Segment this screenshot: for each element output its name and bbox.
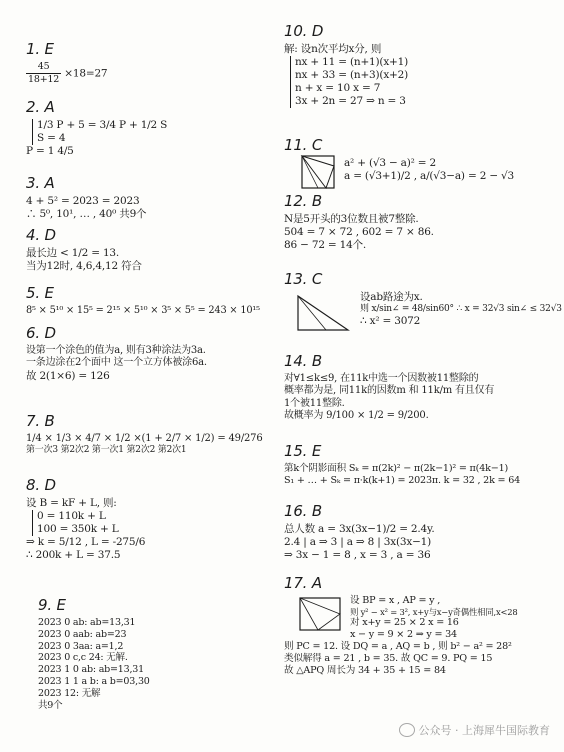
q9-solution [38, 596, 268, 712]
q12-line-1: N是5开头的3位数且被7整除. [284, 212, 419, 225]
q17-line-3: 对 x+y = 25 × 2 x = 16 [350, 617, 459, 629]
q10-line-1: 解: 设n次平均x分, 则 [284, 42, 382, 55]
q14-answer: 14. B [284, 352, 322, 370]
q6-line-2: 一条边涂在2个面中 这一个立方体被涂6a. [26, 357, 207, 369]
q4-line-1: 最长边 < 1/2 = 13. [26, 246, 120, 259]
q15-line-1: 第k个阴影面积 Sₖ = π(2k)² − π(2k−1)² = π(4k−1) [284, 462, 509, 474]
q8-line-1: 设 B = kF + L, 则: [26, 496, 117, 509]
q8-system [32, 510, 256, 536]
q9-line: 2023 0 ab: ab=13,31 [38, 616, 136, 628]
q16-line-1: 总人数 a = 3x(3x−1)/2 = 2.4y. [284, 522, 435, 535]
q14-line-1: 对∀1≤k≤9, 在11k中选一个因数被11整除的 [284, 372, 479, 384]
q5-solution [26, 284, 266, 317]
q10-line-4: n + x = 10 x = 7 [295, 82, 381, 95]
q6-answer: 6. D [26, 324, 56, 342]
q9-line: 2023 12: 无解 [38, 688, 101, 699]
q8-solution [26, 476, 256, 562]
q17-line-4: x − y = 9 × 2 ⇒ y = 34 [350, 629, 457, 641]
q13-line-3: ∴ x² = 3072 [360, 315, 421, 328]
q1-solution [26, 40, 256, 86]
q11-line-2: a = (√3+1)/2 , a/(√3−a) = 2 − √3 [344, 169, 515, 182]
q3-line-1: 4 + 5² = 2023 = 2023 [26, 194, 140, 207]
q17-rectangle-diagram [296, 594, 348, 636]
q10-line-5: 3x + 2n = 27 ⇒ n = 3 [295, 95, 406, 108]
q16-answer: 16. B [284, 502, 322, 520]
q11-line-1: a² + (√3 − a)² = 2 [344, 156, 437, 169]
q8-line-3: 100 = 350k + L [37, 523, 119, 535]
q4-solution [26, 226, 256, 273]
q10-answer: 10. D [284, 22, 324, 40]
q3-line-2: ∴ 5⁰, 10¹, … , 40⁰ 共9个 [26, 207, 147, 220]
q9-line: 2023 0 3aa: a=1,2 [38, 640, 124, 652]
q17-line-5: 则 PC = 12. 设 DQ = a , AQ = b , 则 b² − a² = 28² [284, 641, 512, 653]
q12-line-3: 86 − 72 = 14个. [284, 239, 367, 251]
q16-line-3: ⇒ 3x − 1 = 8 , x = 3 , a = 36 [284, 549, 431, 561]
q10-line-3: nx + 33 = (n+3)(x+2) [295, 69, 409, 81]
watermark [399, 722, 551, 738]
q13-line-1: 设ab路途为x. [360, 290, 423, 303]
q13-line-2: 则 x/sin∠ = 48/sin60° ∴ x = 32√3 sin∠ ≤ 32√3 [360, 303, 562, 314]
q2-line-3: P = 1 4/5 [26, 145, 74, 157]
q10-system-1 [290, 56, 554, 82]
q10-system-2 [290, 82, 554, 108]
q2-line-1: 1/3 P + 5 = 3/4 P + 1/2 S [37, 118, 168, 131]
q16-solution [284, 502, 554, 562]
q5-line-1: 8⁵ × 5¹⁰ × 15⁵ = 2¹⁵ × 5¹⁰ × 3⁵ × 5⁵ = 243 × 10¹⁵ [26, 304, 260, 316]
q15-line-2: S₁ + … + Sₖ = π·k(k+1) = 2023π. k = 32 , 2k = 64 [284, 474, 521, 486]
q1-frac-top: 45 [26, 61, 61, 74]
q9-line: 2023 0 aab: ab=23 [38, 628, 127, 640]
q1-tail: ×18=27 [64, 67, 108, 80]
q6-solution [26, 324, 266, 383]
q11-answer: 11. C [284, 136, 323, 154]
q14-solution [284, 352, 554, 423]
q4-line-2: 当为12时, 4,6,4,12 符合 [26, 259, 142, 272]
q10-line-2: nx + 11 = (n+1)(x+1) [295, 55, 409, 68]
q17-answer: 17. A [284, 574, 322, 592]
q13-triangle-diagram [292, 292, 354, 336]
q2-solution [26, 98, 256, 158]
q2-system [32, 119, 256, 145]
q15-solution [284, 442, 559, 487]
q3-answer: 3. A [26, 174, 55, 192]
q8-line-4: ⇒ k = 5/12 , L = -275/6 [26, 536, 146, 549]
q2-line-2: S = 4 [37, 131, 66, 144]
q7-line-1: 1/4 × 1/3 × 4/7 × 1/2 ×(1 + 2/7 × 1/2) = 49/276 [26, 432, 263, 444]
watermark-text: 公众号 · 上海犀牛国际教育 [418, 724, 550, 737]
q2-answer: 2. A [26, 98, 55, 116]
q8-line-5: ∴ 200k + L = 37.5 [26, 549, 121, 562]
q1-answer: 1. E [26, 40, 54, 58]
q17-line-1: 设 BP = x , AP = y , [350, 594, 441, 606]
q14-line-4: 故概率为 9/100 × 1/2 = 9/200. [284, 410, 429, 422]
q6-line-3: 故 2(1×6) = 126 [26, 369, 110, 382]
q17-line-7: 故 △APQ 周长为 34 + 35 + 15 = 84 [284, 665, 446, 677]
q9-line: 2023 1 1 a b: a b=03,30 [38, 676, 150, 688]
q14-line-3: 1个被11整除. [284, 397, 345, 409]
q9-line: 共9个 [38, 699, 63, 711]
q11-square-diagram [296, 152, 342, 192]
q15-answer: 15. E [284, 442, 322, 460]
q12-solution [284, 192, 554, 252]
q8-line-2: 0 = 110k + L [37, 509, 106, 522]
q7-answer: 7. B [26, 412, 55, 430]
q9-line: 2023 1 0 ab: ab=13,31 [38, 664, 144, 676]
q5-answer: 5. E [26, 284, 54, 302]
q12-line-2: 504 = 7 × 72 , 602 = 7 × 86. [284, 225, 434, 238]
q13-answer: 13. C [284, 270, 323, 288]
q9-line: 2023 0 c,c 24: 无解. [38, 652, 128, 664]
q3-solution [26, 174, 256, 221]
q6-line-1: 设第一个涂色的值为a, 则有3种涂法为3a. [26, 344, 206, 356]
q10-solution [284, 22, 554, 108]
q17-line-6: 类似解得 a = 21 , b = 35. 故 QC = 9. PQ = 15 [284, 653, 493, 665]
q7-solution [26, 412, 266, 457]
q8-answer: 8. D [26, 476, 56, 494]
q12-answer: 12. B [284, 192, 322, 210]
q7-line-2: 第一次3 第2次2 第一次1 第2次2 第2次1 [26, 445, 187, 456]
q16-line-2: 2.4 | a ⇒ 3 | a ⇒ 8 | 3x(3x−1) [284, 535, 432, 548]
wechat-icon [399, 723, 415, 737]
q1-frac-bottom: 18+12 [28, 73, 60, 85]
q14-line-2: 概率都为是, 同11k的因数m 和 11k/m 有且仅有 [284, 385, 495, 397]
q1-fraction [26, 61, 61, 86]
q17-line-2: 则 y² − x² = 3², x+y与x−y奇偶性相同,x<28 [350, 606, 518, 617]
q9-answer: 9. E [38, 596, 66, 614]
q4-answer: 4. D [26, 226, 56, 244]
